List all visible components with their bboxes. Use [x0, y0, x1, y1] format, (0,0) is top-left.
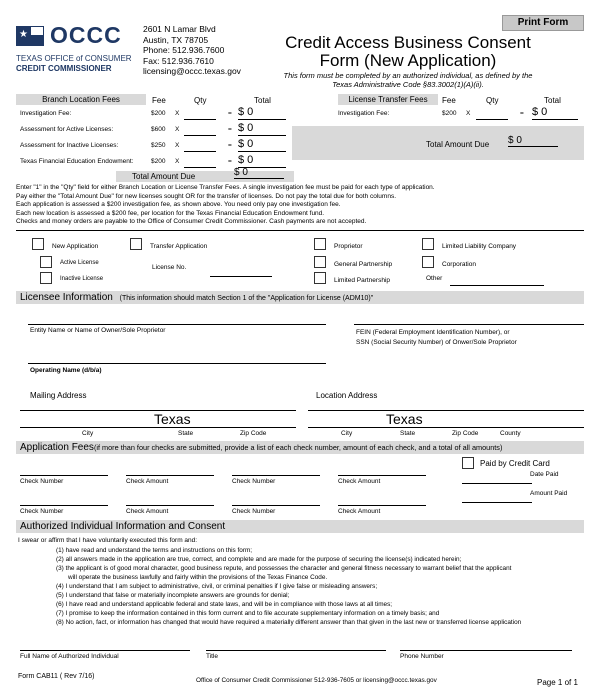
check-amount-2-input[interactable] [338, 475, 426, 476]
application-type-section [16, 230, 584, 288]
fee-amount: $200 [151, 158, 166, 165]
agency-line1: TEXAS OFFICE of CONSUMER [16, 54, 132, 63]
fee-amount: $200 [151, 110, 166, 117]
consent-item: (1) have read and understand the terms and instructions on this form; [56, 547, 253, 554]
licensee-info-title: Licensee Information [20, 292, 113, 303]
check-amount-4-label: Check Amount [338, 508, 381, 515]
location-address-label: Location Address [316, 391, 378, 400]
application-fees-header [16, 441, 584, 454]
instruction-line: Each new location is assessed a $200 fee, per location for the Texas Financial Education Endowment fund. [16, 209, 325, 217]
fee-row-label: Assessment for Active Licenses: [20, 126, 114, 133]
other-label: Other [426, 275, 443, 282]
instruction-line: Pay either the "Total Amount Due" for new licenses sought OR for the transfer of licenses. Do not pay the total due for both columns. [16, 192, 397, 200]
form-subtitle-line2: Texas Administrative Code §83.3002(1)(A)(ii). [332, 80, 484, 89]
fee-row-label: Assessment for Inactive Licenses: [20, 142, 119, 149]
branch-fees-header: Branch Location Fees [16, 94, 146, 105]
equals-sign: = [228, 126, 232, 133]
entity-name-label: Entity Name or Name of Owner/Sole Proprietor [30, 327, 166, 334]
total-inactive-field[interactable]: $ 0 [238, 138, 286, 152]
fee-row-label: Investigation Fee: [338, 110, 390, 117]
col-total-label: Total [254, 96, 271, 105]
license-no-input[interactable] [210, 276, 272, 277]
qty-inactive-input[interactable] [184, 151, 216, 152]
location-city-zip-line[interactable] [308, 427, 584, 428]
total-active-field[interactable]: $ 0 [238, 122, 286, 136]
check-amount-1-label: Check Amount [126, 478, 169, 485]
fee-row-label: Texas Financial Education Endowment: [20, 158, 134, 165]
application-fees-subtitle: (if more than four checks are submitted, provide a list of each check number, amount of each check, and a total of all amounts) [93, 443, 503, 452]
check-amount-2-label: Check Amount [338, 478, 381, 485]
consent-list [56, 546, 521, 627]
general-partnership-checkbox[interactable] [314, 256, 326, 268]
location-state-value[interactable]: Texas [386, 411, 423, 427]
check-number-3-input[interactable] [20, 505, 108, 506]
corporation-label: Corporation [442, 261, 476, 268]
consent-item: (3) the applicant is of good moral character, good business repute, and possesses the character and general fitness necessary to warrant belief that the applicant [56, 565, 512, 572]
branch-total-label: Total Amount Due [132, 172, 196, 181]
location-county-label: County [500, 430, 521, 437]
times-sign: X [175, 142, 180, 149]
flag-icon: ★ [16, 26, 44, 46]
consent-item: (4) I understand that I am subject to administrative, civil, or criminal penalties if I give false or misleading answers; [56, 583, 378, 590]
operating-name-input[interactable] [28, 363, 326, 364]
fee-row-investigation [16, 106, 306, 122]
check-number-1-input[interactable] [20, 475, 108, 476]
phone-line: Phone: 512.936.7600 [143, 45, 225, 55]
transfer-application-label: Transfer Application [150, 243, 208, 250]
branch-total-box [116, 167, 294, 182]
consent-title: Authorized Individual Information and Consent [20, 521, 226, 532]
total-endowment-field[interactable]: $ 0 [238, 154, 286, 168]
qty-endowment-input[interactable] [184, 167, 216, 168]
fee-row-inactive [16, 138, 306, 154]
amount-paid-label: Amount Paid [530, 490, 568, 497]
fee-row-label: Investigation Fee: [20, 110, 72, 117]
mailing-city-label: City [82, 430, 94, 437]
fee-row-active [16, 122, 306, 138]
agency-line2: CREDIT COMMISSIONER [16, 64, 112, 73]
check-amount-3-input[interactable] [126, 505, 214, 506]
footer-contact: Office of Consumer Credit Commissioner 512-936-7605 or licensing@occc.texas.gov [196, 677, 437, 684]
equals-sign: = [228, 142, 232, 149]
fax-line: Fax: 512.936.7610 [143, 55, 214, 66]
title-input[interactable] [206, 650, 386, 651]
mailing-city-zip-line[interactable] [20, 427, 296, 428]
llc-label: Limited Liability Company [442, 243, 517, 250]
active-license-checkbox[interactable] [40, 256, 52, 268]
check-amount-4-input[interactable] [338, 505, 426, 506]
qty-active-input[interactable] [184, 135, 216, 136]
fees-section [16, 92, 584, 182]
inactive-license-label: Inactive License [60, 276, 104, 282]
times-sign: X [175, 110, 180, 117]
equals-sign: = [228, 110, 232, 117]
consent-item: (7) I promise to keep the information contained in this form current and to file accurate supplementary information on a timely basis; and [56, 610, 440, 617]
general-partnership-label: General Partnership [334, 261, 393, 268]
instruction-line: Each application is assessed a $200 investigation fee, as shown above. You need only pay one investigation fee. [16, 201, 341, 208]
fein-input[interactable] [354, 324, 584, 325]
check-number-2-input[interactable] [232, 475, 320, 476]
mailing-zip-label: Zip Code [240, 430, 267, 437]
transfer-fees-header: License Transfer Fees [338, 94, 438, 105]
check-number-1-label: Check Number [20, 478, 64, 485]
full-name-label: Full Name of Authorized Individual [20, 653, 119, 660]
qty-transfer-input[interactable] [476, 119, 508, 120]
amount-paid-input[interactable] [462, 502, 532, 503]
fein-label-line2: SSN (Social Security Number) of Onwer/Sole Proprietor [356, 339, 517, 346]
license-no-label: License No. [152, 264, 187, 271]
consent-item: (8) No action, fact, or information has changed that would have required a materially different answer than that given in the last new or transferred license application [56, 619, 522, 626]
times-sign: X [175, 158, 180, 165]
address-line: Austin, TX 78705 [143, 34, 209, 45]
phone-number-input[interactable] [400, 650, 572, 651]
address-line: 2601 N Lamar Blvd [143, 24, 216, 34]
limited-partnership-label: Limited Partnership [334, 277, 390, 284]
col-qty-label: Qty [194, 96, 207, 105]
entity-name-input[interactable] [28, 324, 326, 325]
email-line: licensing@occc.texas.gov [143, 66, 241, 76]
location-address-input[interactable] [308, 410, 584, 411]
llc-checkbox[interactable] [422, 238, 434, 250]
inactive-license-checkbox[interactable] [40, 272, 52, 284]
page-number: Page 1 of 1 [537, 678, 578, 687]
transfer-row-investigation [338, 106, 584, 122]
title-label: Title [206, 653, 219, 660]
application-fees-title: Application Fees [20, 442, 94, 453]
consent-item: (6) I have read and understand applicable federal and state laws, and will be in compliance with those laws at all times; [56, 601, 393, 608]
mailing-state-label: State [178, 430, 194, 437]
active-license-label: Active License [60, 260, 99, 266]
operating-name-label: Operating Name (d/b/a) [30, 367, 102, 374]
times-sign: X [466, 110, 471, 117]
transfer-total-box [292, 126, 584, 160]
fee-amount: $200 [442, 110, 457, 117]
credit-card-checkbox[interactable] [462, 457, 474, 469]
total-transfer-field[interactable]: $ 0 [532, 106, 578, 120]
full-name-input[interactable] [20, 650, 190, 651]
transfer-col-qty-label: Qty [486, 96, 499, 105]
other-input[interactable] [450, 285, 544, 286]
credit-card-label: Paid by Credit Card [480, 459, 550, 468]
mailing-state-value[interactable]: Texas [154, 411, 191, 427]
instruction-line: Enter "1" in the "Qty" field for either Branch Location or License Transfer Fees. A single investigation fee must be paid for each type of application. [16, 184, 435, 191]
location-zip-label: Zip Code [452, 430, 479, 437]
consent-header [16, 520, 584, 533]
fee-amount: $250 [151, 142, 166, 149]
licensee-info-header [16, 291, 584, 304]
form-title-line1: Credit Access Business Consent [285, 33, 531, 52]
limited-partnership-checkbox[interactable] [314, 272, 326, 284]
licensee-info-subtitle: (This information should match Section 1 of the "Application for License (ADM10)" [119, 295, 374, 302]
print-form-button[interactable]: Print Form [502, 15, 584, 31]
qty-investigation-input[interactable] [184, 119, 216, 120]
transfer-total-label: Total Amount Due [426, 140, 490, 149]
location-city-label: City [341, 430, 353, 437]
instruction-line: Checks and money orders are payable to the Office of Consumer Credit Commissioner. Cash payments are not accepted. [16, 218, 367, 225]
total-investigation-field[interactable]: $ 0 [238, 106, 286, 120]
check-amount-1-input[interactable] [126, 475, 214, 476]
transfer-total-amount[interactable]: $ 0 [508, 135, 558, 147]
new-application-checkbox[interactable] [32, 238, 44, 250]
corporation-checkbox[interactable] [422, 256, 434, 268]
form-subtitle-line1: This form must be completed by an authorized individual, as defined by the [283, 71, 533, 80]
fee-amount: $600 [151, 126, 166, 133]
check-number-2-label: Check Number [232, 478, 276, 485]
agency-address [143, 24, 241, 77]
transfer-col-fee-label: Fee [442, 96, 456, 105]
equals-sign: = [520, 110, 524, 117]
consent-intro: I swear or affirm that I have voluntarily executed this form and: [18, 537, 198, 544]
form-id: Form CAB11 ( Rev 7/16) [18, 673, 95, 680]
check-number-4-input[interactable] [232, 505, 320, 506]
transfer-col-total-label: Total [544, 96, 561, 105]
check-number-4-label: Check Number [232, 508, 276, 515]
date-paid-input[interactable] [462, 483, 532, 484]
date-paid-label: Date Paid [530, 471, 559, 478]
branch-total-amount[interactable]: $ 0 [234, 167, 284, 179]
occc-logo [16, 22, 132, 78]
proprietor-checkbox[interactable] [314, 238, 326, 250]
logo-text: OCCC [50, 22, 122, 48]
times-sign: X [175, 126, 180, 133]
consent-item: (2) all answers made in the application are true, correct, and complete and are made for the purpose of securing the license(s) indicated herein; [56, 556, 462, 563]
col-fee-label: Fee [152, 96, 166, 105]
fein-label-line1: FEIN (Federal Employment Identification Number), or [356, 329, 510, 336]
equals-sign: = [228, 158, 232, 165]
location-state-label: State [400, 430, 416, 437]
mailing-address-label: Mailing Address [30, 391, 87, 400]
consent-item-continued: will operate the business lawfully and fairly within the provisions of the Texas Finance Code. [68, 574, 328, 581]
phone-number-label: Phone Number [400, 653, 444, 660]
form-title-line2: Form (New Application) [319, 51, 497, 70]
new-application-label: New Application [52, 243, 99, 250]
consent-item: (5) I understand that false or materially incomplete answers are grounds for denial; [56, 592, 290, 599]
check-number-3-label: Check Number [20, 508, 64, 515]
instructions [16, 184, 584, 227]
proprietor-label: Proprietor [334, 243, 363, 250]
check-amount-3-label: Check Amount [126, 508, 169, 515]
transfer-application-checkbox[interactable] [130, 238, 142, 250]
